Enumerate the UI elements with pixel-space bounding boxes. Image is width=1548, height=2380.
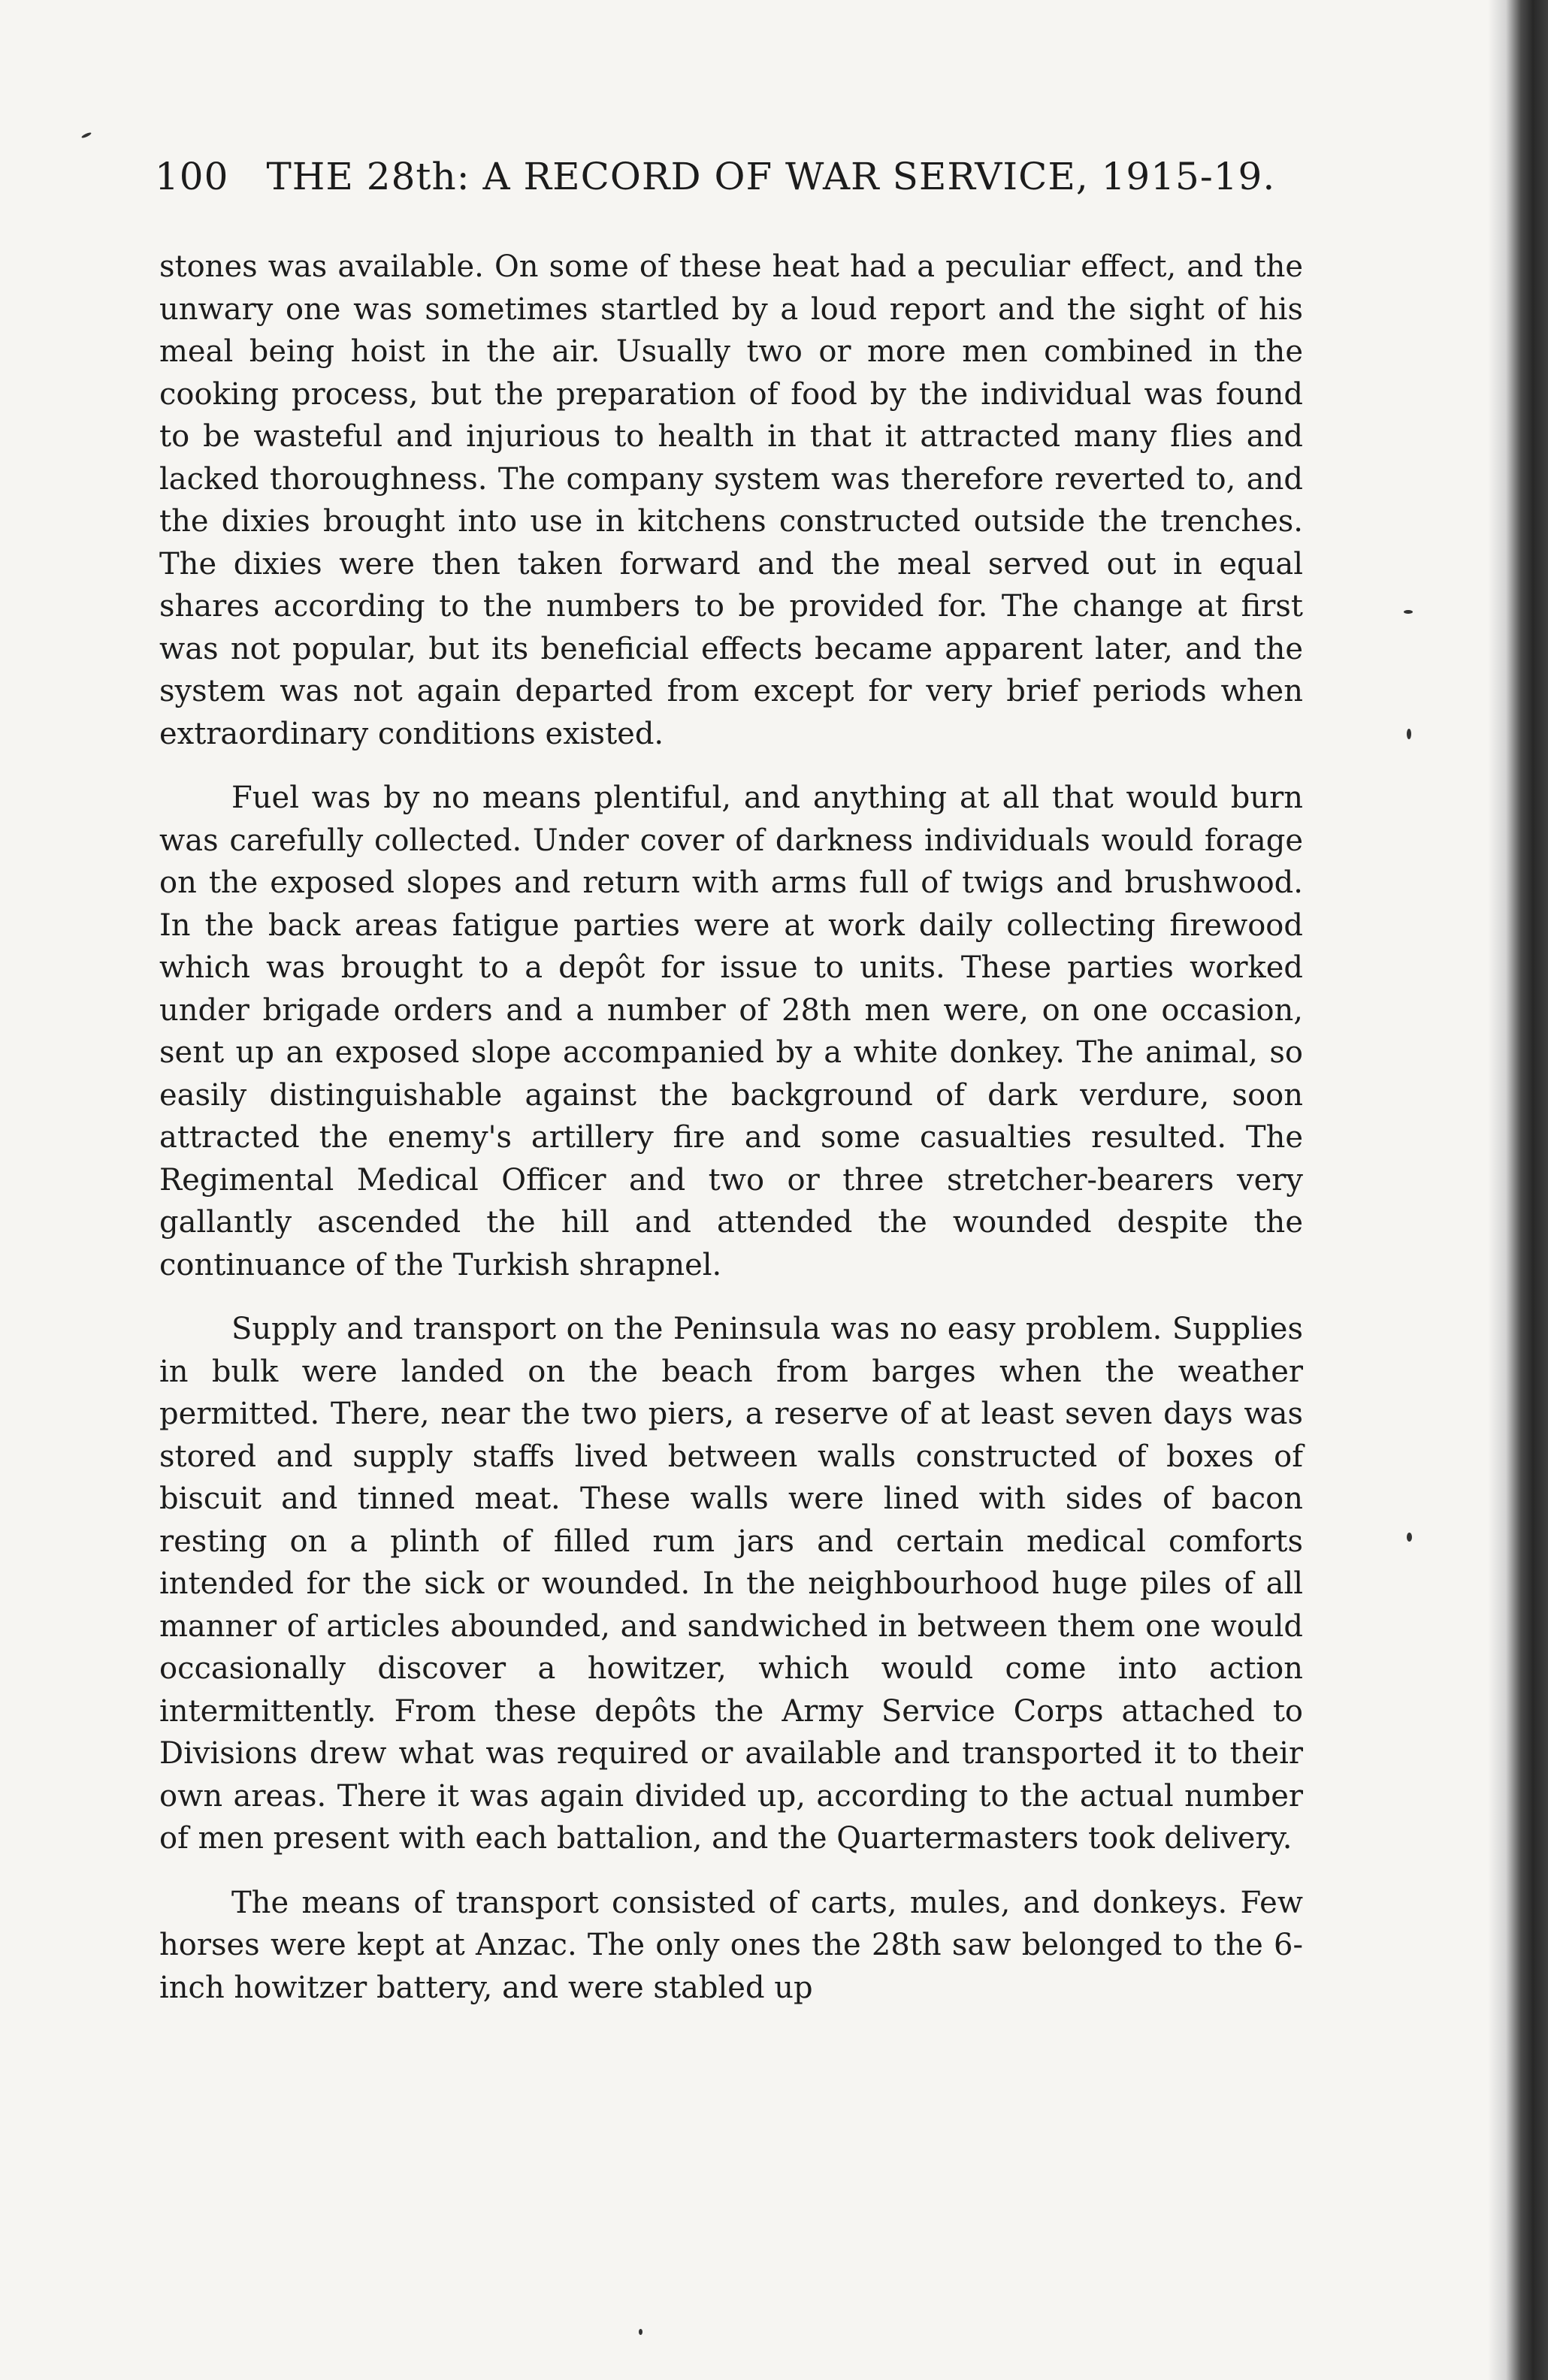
scan-speck: [1404, 610, 1413, 614]
running-title: THE 28th: A RECORD OF WAR SERVICE, 1915-19.: [266, 155, 1276, 198]
page-number: 100: [155, 155, 229, 198]
scan-speck: [81, 131, 92, 139]
paragraph-cooking: stones was available. On some of these heat had a peculiar effect, and the unwary one was sometimes startled by a loud report and the sight of his meal being hoist in the air. Usually two or more men combined in the cooking process, but the preparation of food by the individual was found to be wasteful and injurious to health in that it attracted many flies and lacked thoroughness. The company system was therefore reverted to, and the dixies brought into use in kitchens constructed outside the trenches. The dixies were then taken forward and the meal served out in equal shares according to the numbers to be provided for. The change at first was not popular, but its beneficial effects became apparent later, and the system was not again departed from except for very brief periods when extraordinary conditions existed.: [159, 249, 1303, 751]
scan-speck: [639, 2329, 642, 2335]
paragraph-supply: Supply and transport on the Peninsula was no easy problem. Supplies in bulk were landed on the beach from barges when the weather permitted. There, near the two piers, a reserve of at least seven days was stored and supply staffs lived between walls constructed of boxes of biscuit and tinned meat. These walls were lined with sides of bacon resting on a plinth of filled rum jars and certain medical comforts intended for the sick or wounded. In the neighbourhood huge piles of all manner of articles abounded, and sandwiched in between them one would occasionally discover a howitzer, which would come into action intermittently. From these depôts the Army Service Corps attached to Divisions drew what was required or available and transported it to their own areas. There it was again divided up, according to the actual number of men present with each battalion, and the Quartermasters took delivery.: [159, 1312, 1303, 1856]
running-head: [155, 154, 1327, 199]
paragraph-fuel: Fuel was by no means plentiful, and anything at all that would burn was carefully collected. Under cover of darkness individuals would forage on the exposed slopes and return with arms full of twigs and brushwood. In the back areas fatigue parties were at work daily collecting firewood which was brought to a depôt for issue to units. These parties worked under brigade orders and a number of 28th men were, on one occasion, sent up an exposed slope accompanied by a white donkey. The animal, so easily distinguishable against the background of dark verdure, soon attracted the enemy's artillery fire and some casualties resulted. The Regimental Medical Officer and two or three stretcher-bearers very gallantly ascended the hill and attended the wounded despite the continuance of the Turkish shrapnel.: [159, 781, 1303, 1282]
paragraph-transport: The means of transport consisted of carts, mules, and donkeys. Few horses were kept at Anzac. The only ones the 28th saw belonged to the 6-inch howitzer battery, and were stabled up: [159, 1885, 1303, 2005]
scan-speck: [1407, 1533, 1412, 1542]
body-text: [159, 246, 1303, 2009]
binding-shadow: [1488, 0, 1548, 2380]
scan-speck: [1407, 729, 1411, 739]
